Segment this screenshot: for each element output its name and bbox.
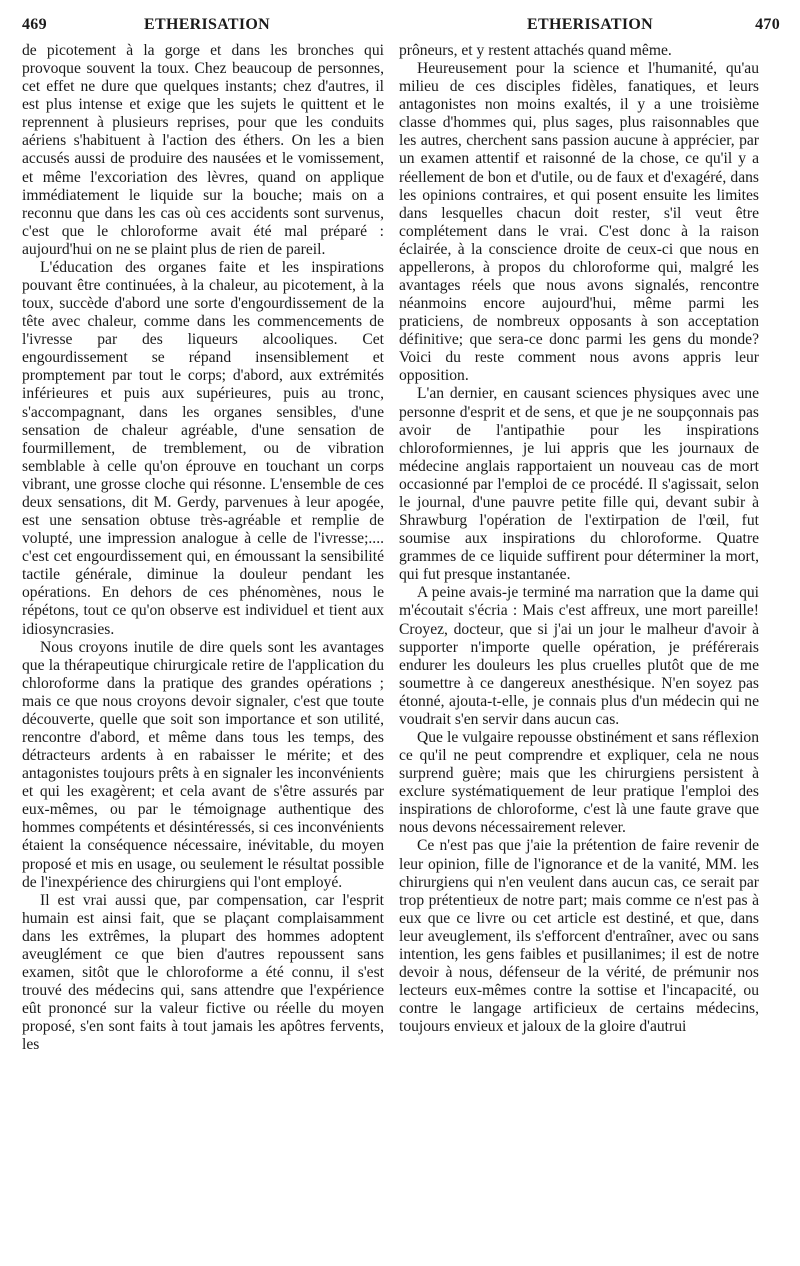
right-column — [399, 42, 759, 1256]
left-running-title: ETHERISATION — [144, 16, 271, 33]
paragraph: L'an dernier, en causant sciences physiques avec une personne d'esprit et de sens, et que je ne soupçonnais pas avoir de l'antipathie pour les inspirations chloroformiennes, je lui appris que les journaux de médecine anglais rapportaient un nouveau cas de mort occasionné par l'emploi de ce procédé. Il s'agissait, selon le journal, d'une pauvre petite fille qui, devant subir à Shrawburg l'opération de l'extirpation de l'œil, fut soumise aux inspirations du chloroforme. Quatre grammes de ce liquide suffirent pour déterminer la mort, qui fut presque instantanée. — [399, 385, 759, 584]
paragraph: A peine avais-je terminé ma narration que la dame qui m'écoutait s'écria : Mais c'est affreux, une mort pareille! Croyez, docteur, que si j'ai un jour le malheur d'avoir à supporter n'importe quelle opération, je préférerais endurer les douleurs les plus cruelles plutôt que de me soumettre à ce dangereux anesthésique. N'en soyez pas étonné, ajouta-t-elle, je connais plus d'un médecin qui ne voudrait s'en servir dans aucun cas. — [399, 584, 759, 728]
paragraph: Que le vulgaire repousse obstinément et sans réflexion ce qu'il ne peut comprendre et expliquer, cela ne nous surprend guère; mais que les chirurgiens persistent à exclure systématiquement de leur pratique l'emploi des inspirations de chloroforme, c'est là une faute grave que nous devons nécessairement relever. — [399, 728, 759, 837]
text-columns — [22, 42, 782, 1256]
paragraph: prôneurs, et y restent attachés quand même. — [399, 42, 672, 59]
book-page-spread — [22, 16, 782, 1256]
paragraph: Heureusement pour la science et l'humanité, qu'au milieu de ces disciples fidèles, fanatiques, et leurs antagonistes non moins exaltés, il y a une troisième classe d'hommes qui, plus sages, plus raisonnables que les autres, cherchent sans passion aucune à apprécier, par un examen attentif et raisonné de la chose, ce qu'il y a réellement de bon et d'utile, ou de faux et d'exagéré, dans les opinions contraires, et qui posent ensuite les limites dans lesquelles chacun doit rester, s'il veut être complétement dans le vrai. C'est donc à la raison éclairée, à la conscience droite de ceux-ci que nous en appellerons, à propos du chloroforme qui, malgré les avantages réels que nous avons signalés, rencontre néanmoins encore aujourd'hui, même parmi les praticiens, de nombreux opposants à son acceptation définitive; que sera-ce donc parmi les gens du monde? Voici du reste comment nous avons appris leur opposition. — [399, 60, 759, 385]
paragraph: de picotement à la gorge et dans les bronches qui provoque souvent la toux. Chez beaucoup de personnes, cet effet ne dure que quelques instants; chez d'autres, il est plus intense et exige que les sujets le quittent et le reprennent à plusieurs reprises, pour que les conduits aériens s'habituent à l'action des éthers. On les a bien accusés aussi de produire des nausées et le vomissement, et même l'excoriation des lèvres, quand on applique immédiatement le liquide sur la bouche; mais on a reconnu que dans les cas où ces accidents sont survenus, c'est que le chloroforme avait été mal préparé : aujourd'hui on ne se plaint plus de rien de pareil. — [22, 42, 384, 258]
paragraph: Nous croyons inutile de dire quels sont les avantages que la thérapeutique chirurgicale retire de l'application du chloroforme dans la pratique des grandes opérations ; mais ce que nous croyons devoir signaler, c'est que toute découverte, quelle que soit son importance et son utilité, rencontre d'abord, et même dans tous les temps, des détracteurs ardents à en rabaisser le mérite; et des antagonistes toujours prêts à en signaler les inconvénients et qui les exagèrent; et cela avant de s'être assurés par eux-mêmes, ou par le témoignage authentique des hommes compétents et désintéressés, si ces inconvénients étaient la conséquence nécessaire, inévitable, du moyen proposé et mis en usage, ou seulement le résultat possible de l'inexpérience des chirurgiens qui l'ont employé. — [22, 638, 384, 891]
left-column — [22, 42, 384, 1256]
right-page-number: 470 — [755, 16, 780, 33]
paragraph: Il est vrai aussi que, par compensation, car l'esprit humain est ainsi fait, que se plaçant complaisamment dans les extrêmes, la plupart des hommes adoptent aveuglément ce que bien d'autres repoussent sans examen, sitôt que le chloroforme a été connu, il s'est trouvé des médecins qui, sans attendre que l'expérience eût prononcé sur la valeur fictive ou réelle du moyen proposé, s'en sont faits à tout jamais les apôtres fervents, les — [22, 891, 384, 1054]
right-running-title: ETHERISATION — [527, 16, 654, 33]
paragraph: Ce n'est pas que j'aie la prétention de faire revenir de leur opinion, fille de l'ignorance et de la vanité, MM. les chirurgiens qui n'en veulent dans aucun cas, ce serait par trop prétentieux de notre part; mais comme ce n'est pas à eux que ce livre ou cet article est destiné, et que, dans leur aveuglement, ils s'efforcent d'entraîner, avec ou sans intention, les gens faibles et pusillanimes; il est de notre devoir à nous, défenseur de la vérité, de prémunir nos lecteurs eux-mêmes contre la sottise et l'incapacité, ou contre le langage artificieux de certains médecins, toujours envieux et jaloux de la gloire d'autrui — [399, 837, 759, 1036]
paragraph: L'éducation des organes faite et les inspirations pouvant être continuées, à la chaleur, au picotement, à la toux, succède d'abord une sorte d'engourdissement de la tête avec chaleur, comme dans les commencements de l'ivresse par des liqueurs alcooliques. Cet engourdissement se répand insensiblement et promptement par tout le corps; d'abord, aux extrémités inférieures et puis aux supérieures, puis au tronc, s'accompagnant, dans les organes sensibles, d'une sensation de chaleur agréable, d'une sensation de fourmillement, de tremblement, ou de vibration semblable à celle qu'on éprouve en touchant un corps vibrant, une grosse cloche qui résonne. L'ensemble de ces deux sensations, dit M. Gerdy, parvenues à leur apogée, est une sensation obtuse très-agréable et remplie de volupté, une impression analogue à celle de l'ivresse;.... c'est cet engourdissement qui, en émoussant la sensibilité tactile générale, diminue la douleur pendant les opérations. En dehors de ces phénomènes, nous le répétons, tout ce qu'on observe est individuel et tient aux idiosyncrasies. — [22, 258, 384, 638]
left-page-number: 469 — [22, 16, 47, 33]
running-header — [22, 16, 782, 42]
